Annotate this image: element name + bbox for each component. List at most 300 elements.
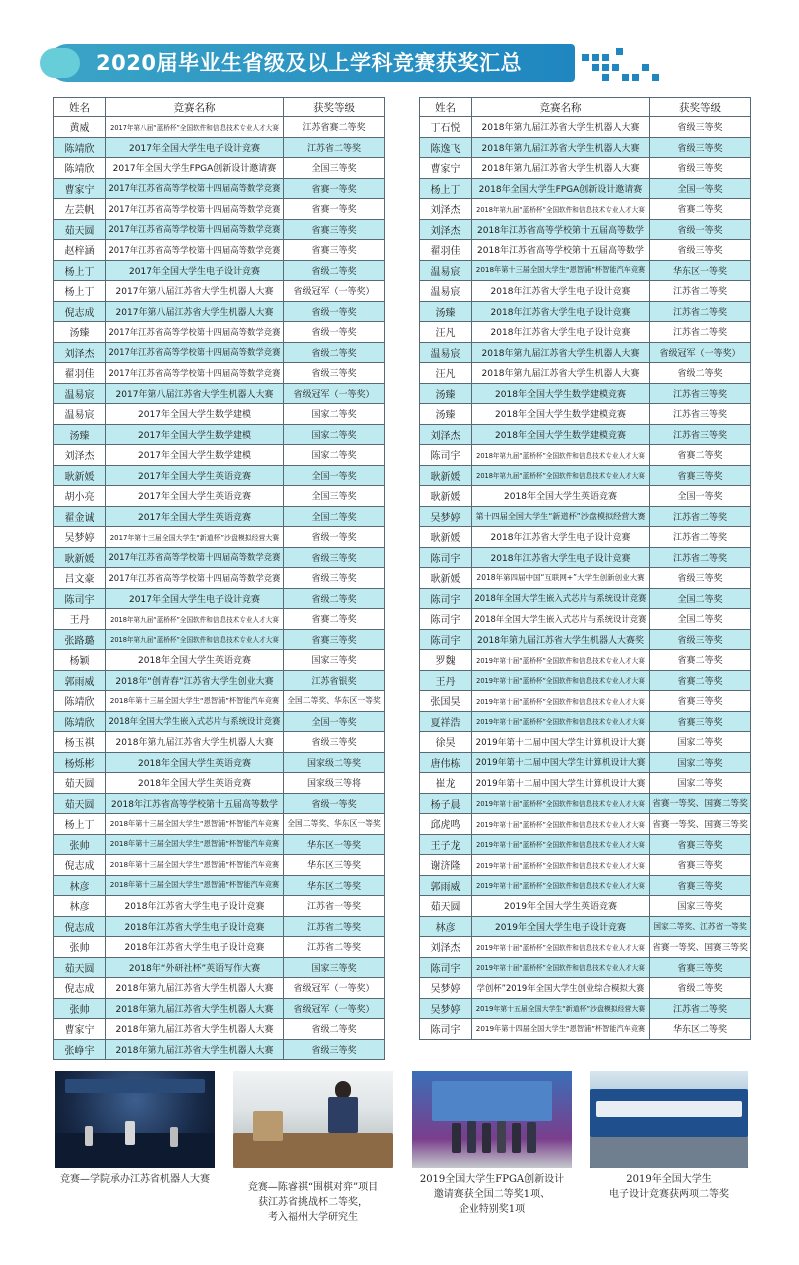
cell-competition: 2018年第九届江苏省大学生机器人大赛 [106,978,284,999]
cell-name: 刘泽杰 [420,219,472,240]
awards-table-left [53,97,385,1060]
cell-name: 曹家宁 [420,158,472,179]
cell-name: 茹天圆 [54,219,106,240]
table-row [420,752,751,773]
cell-competition: 2018年江苏省大学生电子设计竞赛 [472,527,650,548]
header-competition: 竞赛名称 [106,98,284,117]
cell-name: 张峥宇 [54,1039,106,1060]
cell-competition: 2019年第十届“蓝桥杯”全国软件和信息技术专业人才大赛 [472,937,650,958]
cell-award: 省级二等奖 [284,1019,385,1040]
table-row [54,691,385,712]
table-row [420,588,751,609]
cell-name: 刘泽杰 [420,937,472,958]
table-row [420,793,751,814]
cell-award: 省级三等奖 [284,568,385,589]
table-row [420,527,751,548]
cell-competition: 2017年江苏省高等学校第十四届高等数学竞赛 [106,219,284,240]
cell-competition: 2018年江苏省大学生电子设计竞赛 [106,896,284,917]
cell-competition: 2017年全国大学生FPGA创新设计邀请赛 [106,158,284,179]
cell-award: 江苏省二等奖 [650,281,751,302]
table-row [420,998,751,1019]
cell-name: 茹天圆 [420,896,472,917]
banner-circle-decoration-small [40,48,80,78]
cell-award: 国家三等奖 [284,957,385,978]
cell-award: 省赛二等奖 [650,445,751,466]
cell-name: 曹家宁 [54,1019,106,1040]
awards-table-left-body [54,117,385,1060]
cell-competition: 2018年第九届江苏省大学生机器人大赛 [106,998,284,1019]
cell-award: 华东区二等奖 [650,1019,751,1040]
cell-award: 江苏省二等奖 [284,137,385,158]
cell-name: 陈靖欣 [54,158,106,179]
cell-competition: 2018年第四届中国“互联网+”大学生创新创业大赛 [472,568,650,589]
cell-competition: 2017年江苏省高等学校第十四届高等数学竞赛 [106,363,284,384]
cell-name: 左芸帆 [54,199,106,220]
table-row [54,465,385,486]
cell-competition: 2019年第十届“蓝桥杯”全国软件和信息技术专业人才大赛 [472,834,650,855]
cell-award: 省级一等奖 [284,793,385,814]
cell-name: 陈司宇 [420,957,472,978]
cell-competition: 2019年第十届“蓝桥杯”全国软件和信息技术专业人才大赛 [472,711,650,732]
table-row [54,240,385,261]
table-row [54,855,385,876]
cell-competition: 2018年第九届江苏省大学生机器人大赛 [106,1019,284,1040]
awards-table-right [419,97,751,1040]
table-row [54,937,385,958]
cell-name: 曹家宁 [54,178,106,199]
cell-competition: 2017年全国大学生电子设计竞赛 [106,588,284,609]
cell-award: 省赛一等奖、国赛三等奖 [650,814,751,835]
cell-name: 茹天圆 [54,793,106,814]
cell-award: 省级三等奖 [650,629,751,650]
cell-name: 赵梓涵 [54,240,106,261]
table-row [420,691,751,712]
table-row [420,281,751,302]
cell-award: 省级三等奖 [284,732,385,753]
cell-name: 陈逸飞 [420,137,472,158]
cell-name: 陈司宇 [420,609,472,630]
table-row [54,322,385,343]
cell-name: 刘泽杰 [54,445,106,466]
cell-name: 翟羽佳 [420,240,472,261]
cell-award: 省赛三等奖 [284,240,385,261]
cell-name: 杨颖 [54,650,106,671]
cell-award: 全国二等奖 [650,609,751,630]
cell-award: 省级三等奖 [650,117,751,138]
cell-name: 倪志成 [54,855,106,876]
cell-competition: 2018年第九届“蓝桥杯”全国软件和信息技术专业人才大赛 [106,609,284,630]
cell-name: 林彦 [54,875,106,896]
cell-competition: 2019年全国大学生英语竞赛 [472,896,650,917]
photo-caption-3 [404,1172,580,1217]
table-row [54,568,385,589]
cell-name: 翟羽佳 [54,363,106,384]
table-row [420,773,751,794]
cell-award: 省赛二等奖 [650,199,751,220]
cell-award: 全国三等奖 [284,486,385,507]
cell-name: 徐昊 [420,732,472,753]
awards-table-right-body [420,117,751,1040]
cell-award: 省赛三等奖 [650,875,751,896]
table-header-row [420,98,751,117]
cell-name: 汤臻 [420,404,472,425]
cell-award: 江苏省二等奖 [650,998,751,1019]
cell-name: 倪志成 [54,978,106,999]
table-row [54,670,385,691]
cell-competition: 2018年全国大学生嵌入式芯片与系统设计竞赛 [472,609,650,630]
table-row [54,978,385,999]
cell-competition: 第十四届全国大学生“新道杯”沙盘模拟经营大赛 [472,506,650,527]
cell-competition: 2018年江苏省高等学校第十五届高等数学 [472,240,650,261]
cell-name: 汤臻 [54,322,106,343]
cell-award: 省赛二等奖 [650,670,751,691]
cell-name: 林彦 [420,916,472,937]
table-row [420,424,751,445]
cell-name: 张帅 [54,834,106,855]
cell-competition: 2018年第十三届全国大学生“恩智浦”杯智能汽车竞赛 [106,814,284,835]
table-row [420,732,751,753]
table-row [54,957,385,978]
caption-line: 电子设计竞赛获两项二等奖 [609,1189,729,1200]
cell-competition: 2017年江苏省高等学校第十四届高等数学竞赛 [106,240,284,261]
cell-award: 全国一等奖 [284,711,385,732]
cell-award: 省赛三等奖 [650,957,751,978]
cell-competition: 2017年全国大学生电子设计竞赛 [106,137,284,158]
cell-name: 耿新媛 [420,568,472,589]
cell-competition: 2018年第九届江苏省大学生机器人大赛 [472,158,650,179]
cell-name: 张国昊 [420,691,472,712]
cell-competition: 2018年第九届“蓝桥杯”全国软件和信息技术专业人才大赛 [472,199,650,220]
cell-competition: 2018年第九届江苏省大学生机器人大赛 [472,137,650,158]
cell-competition: 2019年第十届“蓝桥杯”全国软件和信息技术专业人才大赛 [472,793,650,814]
table-row [54,773,385,794]
cell-award: 省级一等奖 [284,527,385,548]
cell-award: 国家三等奖 [650,896,751,917]
cell-competition: 2017年江苏省高等学校第十四届高等数学竞赛 [106,178,284,199]
table-row [420,117,751,138]
cell-name: 温易宸 [54,383,106,404]
table-row [54,383,385,404]
table-row [54,506,385,527]
cell-award: 省赛三等奖 [650,691,751,712]
cell-name: 林彦 [54,896,106,917]
cell-competition: 2018年江苏省大学生电子设计竞赛 [472,547,650,568]
cell-competition: 2017年江苏省高等学校第十四届高等数学竞赛 [106,342,284,363]
header-competition: 竞赛名称 [472,98,650,117]
table-row [420,814,751,835]
cell-competition: 2018年江苏省大学生电子设计竞赛 [472,281,650,302]
table-header-row [54,98,385,117]
cell-competition: 2018年全国大学生FPGA创新设计邀请赛 [472,178,650,199]
table-row [54,404,385,425]
cell-competition: 2017年全国大学生英语竞赛 [106,465,284,486]
cell-award: 省级三等奖 [284,547,385,568]
header-name: 姓名 [54,98,106,117]
table-row [420,260,751,281]
cell-award: 国家级三等将 [284,773,385,794]
cell-name: 温易宸 [54,404,106,425]
cell-award: 省级一等奖 [284,301,385,322]
table-row [54,650,385,671]
table-row [54,814,385,835]
cell-award: 省赛一等奖 [284,178,385,199]
cell-name: 陈司宇 [420,1019,472,1040]
cell-award: 省级二等奖 [650,978,751,999]
cell-competition: 2018年全国大学生英语竞赛 [106,752,284,773]
table-row [420,568,751,589]
table-row [420,834,751,855]
cell-award: 省级二等奖 [284,260,385,281]
cell-competition: 2017年全国大学生电子设计竞赛 [106,260,284,281]
cell-name: 汤臻 [54,424,106,445]
cell-competition: 2018年“外研社杯”英语写作大赛 [106,957,284,978]
cell-award: 国家二等奖 [650,752,751,773]
cell-award: 国家级二等奖 [284,752,385,773]
photo-electronic-design-group [590,1071,748,1168]
photo-caption-2 [225,1180,401,1225]
cell-name: 郭雨威 [54,670,106,691]
cell-award: 国家二等奖 [284,424,385,445]
cell-award: 省级一等奖 [650,219,751,240]
cell-competition: 2018年第十三届全国大学生“恩智浦”杯智能汽车竞赛 [106,855,284,876]
table-row [54,527,385,548]
cell-award: 省赛一等奖、国赛三等奖 [650,937,751,958]
table-row [420,957,751,978]
cell-competition: 2018年江苏省大学生电子设计竞赛 [106,937,284,958]
cell-competition: 2018年第十三届全国大学生“恩智浦”杯智能汽车竞赛 [106,834,284,855]
table-row [420,322,751,343]
cell-name: 茹天圆 [54,773,106,794]
cell-name: 张路璐 [54,629,106,650]
cell-name: 郭雨威 [420,875,472,896]
cell-award: 省赛三等奖 [284,629,385,650]
cell-competition: 2019年第十届“蓝桥杯”全国软件和信息技术专业人才大赛 [472,814,650,835]
cell-award: 江苏省二等奖 [650,301,751,322]
cell-competition: 2017年江苏省高等学校第十四届高等数学竞赛 [106,199,284,220]
cell-competition: 2017年江苏省高等学校第十四届高等数学竞赛 [106,322,284,343]
table-row [420,178,751,199]
cell-name: 杨烁彬 [54,752,106,773]
cell-name: 陈司宇 [420,588,472,609]
cell-name: 汤臻 [420,383,472,404]
caption-line: 竞赛—陈睿祺“围棋对弈”项目 [247,1182,379,1193]
cell-award: 省赛二等奖 [284,609,385,630]
cell-name: 杨上丁 [54,281,106,302]
cell-name: 杨上丁 [54,814,106,835]
cell-name: 刘泽杰 [420,199,472,220]
cell-competition: 2019年第十五届全国大学生“新道杯”沙盘模拟经营大赛 [472,998,650,1019]
cell-name: 唐伟栋 [420,752,472,773]
cell-competition: 2018年江苏省大学生电子设计竞赛 [106,916,284,937]
cell-name: 罗魏 [420,650,472,671]
cell-competition: 2018年全国大学生数学建模竞赛 [472,404,650,425]
cell-competition: 2019年第十届“蓝桥杯”全国软件和信息技术专业人才大赛 [472,957,650,978]
table-row [420,855,751,876]
cell-award: 江苏省二等奖 [650,547,751,568]
cell-award: 省级三等奖 [284,363,385,384]
cell-award: 省级冠军（一等奖） [284,978,385,999]
cell-award: 国家二等奖 [650,773,751,794]
table-row [54,445,385,466]
table-row [54,998,385,1019]
cell-name: 耿新媛 [420,465,472,486]
cell-award: 华东区三等奖 [284,855,385,876]
table-row [54,834,385,855]
cell-competition: 2018年第九届江苏省大学生机器人大赛 [472,117,650,138]
cell-competition: 2019年第十二届中国大学生计算机设计大赛 [472,732,650,753]
pixel-decoration [580,48,670,82]
cell-name: 夏祥浩 [420,711,472,732]
cell-name: 温易宸 [420,342,472,363]
caption-line: 企业特别奖1项 [458,1204,526,1215]
table-row [420,199,751,220]
cell-competition: 2017年全国大学生英语竞赛 [106,506,284,527]
table-row [420,711,751,732]
cell-competition: 2018年第九届“蓝桥杯”全国软件和信息技术专业人才大赛 [106,629,284,650]
cell-competition: 2018年全国大学生数学建模竞赛 [472,424,650,445]
cell-name: 耿新媛 [420,527,472,548]
cell-name: 吴梦婷 [420,506,472,527]
cell-name: 陈靖欣 [54,691,106,712]
caption-line: 获江苏省挑战杯二等奖， [258,1197,368,1208]
cell-award: 国家三等奖 [284,650,385,671]
table-row [420,609,751,630]
cell-name: 杨子晨 [420,793,472,814]
cell-name: 陈靖欣 [54,711,106,732]
cell-award: 江苏省三等奖 [650,424,751,445]
header-name: 姓名 [420,98,472,117]
cell-award: 省级冠军（一等奖） [650,342,751,363]
cell-name: 耿新媛 [54,547,106,568]
table-row [420,486,751,507]
cell-award: 省级冠军（一等奖） [284,383,385,404]
cell-competition: 2018年第十三届全国大学生“恩智浦”杯智能汽车竞赛 [106,691,284,712]
cell-competition: 2019年第十届“蓝桥杯”全国软件和信息技术专业人才大赛 [472,855,650,876]
title-banner [40,44,630,82]
table-row [54,301,385,322]
table-row [54,711,385,732]
table-row [54,342,385,363]
cell-award: 江苏省二等奖 [650,322,751,343]
table-row [420,896,751,917]
cell-name: 邱虎鸣 [420,814,472,835]
table-row [420,219,751,240]
cell-name: 刘泽杰 [420,424,472,445]
cell-award: 华东区二等奖 [284,875,385,896]
cell-competition: 2018年第九届江苏省大学生机器人大赛 [106,732,284,753]
cell-award: 江苏省赛二等奖 [284,117,385,138]
cell-award: 全国一等奖 [650,486,751,507]
table-row [54,281,385,302]
cell-award: 全国一等奖 [650,178,751,199]
table-row [54,609,385,630]
table-row [54,117,385,138]
cell-competition: 2018年第九届“蓝桥杯”全国软件和信息技术专业人才大赛 [472,465,650,486]
cell-competition: 2018年第九届江苏省大学生机器人大赛 [472,363,650,384]
table-row [420,875,751,896]
table-row [420,158,751,179]
table-row [420,670,751,691]
cell-name: 陈司宇 [420,629,472,650]
cell-award: 省赛三等奖 [650,855,751,876]
table-row [54,178,385,199]
table-row [420,301,751,322]
cell-name: 崔龙 [420,773,472,794]
cell-award: 国家二等奖 [650,732,751,753]
cell-competition: 2018年江苏省高等学校第十五届高等数学 [106,793,284,814]
photo-fpga-group [412,1071,572,1168]
cell-competition: 2019年第十四届全国大学生“恩智浦”杯智能汽车竞赛 [472,1019,650,1040]
cell-award: 江苏省二等奖 [650,527,751,548]
photo-student-chess-robot [233,1071,393,1168]
cell-award: 江苏省二等奖 [650,506,751,527]
cell-name: 谢济隆 [420,855,472,876]
cell-award: 省赛三等奖 [650,834,751,855]
cell-name: 倪志成 [54,916,106,937]
cell-award: 省赛三等奖 [650,711,751,732]
table-row [420,937,751,958]
cell-competition: 2017年全国大学生数学建模 [106,424,284,445]
cell-competition: 2019年第十届“蓝桥杯”全国软件和信息技术专业人才大赛 [472,650,650,671]
cell-award: 全国二等奖 [284,506,385,527]
cell-competition: 2018年第九届江苏省大学生机器人大赛 [106,1039,284,1060]
cell-award: 省级二等奖 [284,588,385,609]
caption-line: 2019年全国大学生 [626,1174,712,1185]
cell-name: 杨玉祺 [54,732,106,753]
cell-award: 国家二等奖、江苏省一等奖 [650,916,751,937]
cell-name: 王丹 [54,609,106,630]
cell-award: 省级三等奖 [650,158,751,179]
cell-award: 全国二等奖、华东区一等奖 [284,814,385,835]
cell-award: 国家二等奖 [284,404,385,425]
cell-competition: 2019年第十二届中国大学生计算机设计大赛 [472,773,650,794]
table-row [54,896,385,917]
cell-competition: 2017年全国大学生数学建模 [106,404,284,425]
cell-award: 江苏省二等奖 [284,937,385,958]
table-row [420,383,751,404]
table-row [54,199,385,220]
table-row [54,916,385,937]
cell-name: 汤臻 [420,301,472,322]
caption-line: 考入福州大学研究生 [268,1212,358,1223]
cell-competition: 2018年“创青春”江苏省大学生创业大赛 [106,670,284,691]
table-row [54,1019,385,1040]
table-row [420,137,751,158]
table-row [420,978,751,999]
cell-competition: 2017年全国大学生英语竞赛 [106,486,284,507]
cell-competition: 2017年第八届江苏省大学生机器人大赛 [106,383,284,404]
table-row [54,260,385,281]
cell-competition: 2018年江苏省大学生电子设计竞赛 [472,301,650,322]
cell-award: 省级二等奖 [284,342,385,363]
cell-award: 省赛三等奖 [284,219,385,240]
caption-line: 邀请赛获全国二等奖1项、 [433,1189,551,1200]
cell-competition: 2019年第十届“蓝桥杯”全国软件和信息技术专业人才大赛 [472,875,650,896]
table-row [54,752,385,773]
cell-competition: 2019年全国大学生电子设计竞赛 [472,916,650,937]
cell-competition: 2017年第十三届全国大学生“新道杯”沙盘模拟经营大赛 [106,527,284,548]
cell-award: 江苏省二等奖 [284,916,385,937]
cell-award: 全国二等奖、华东区一等奖 [284,691,385,712]
caption-line: 2019全国大学生FPGA创新设计 [419,1174,565,1185]
cell-award: 江苏省三等奖 [650,404,751,425]
header-award: 获奖等级 [284,98,385,117]
caption-line: 竞赛—学院承办江苏省机器人大赛 [60,1174,210,1185]
cell-award: 省赛三等奖 [650,465,751,486]
cell-competition: 2018年第九届江苏省大学生机器人大赛奖 [472,629,650,650]
cell-name: 陈司宇 [54,588,106,609]
table-row [54,424,385,445]
